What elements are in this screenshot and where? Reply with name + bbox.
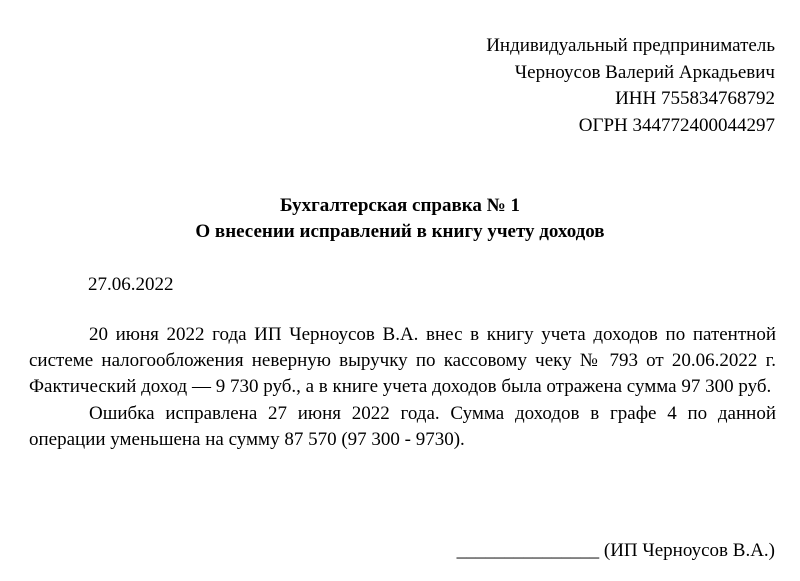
document-date: 27.06.2022 xyxy=(88,274,174,295)
document-body xyxy=(29,322,776,453)
issuer-inn: ИНН 755834768792 xyxy=(615,88,775,109)
signature-line: _______________ (ИП Черноусов В.А.) xyxy=(456,540,775,561)
paragraph-2: Ошибка исправлена 27 июня 2022 года. Сумма доходов в графе 4 по данной операции уменьшена на сумму 87 570 (97 300 - 9730). xyxy=(29,402,776,450)
issuer-block xyxy=(486,33,775,139)
title-line-2: О внесении исправлений в книгу учету доходов xyxy=(195,221,605,242)
issuer-name: Черноусов Валерий Аркадьевич xyxy=(514,61,775,83)
title-line-1: Бухгалтерская справка № 1 xyxy=(280,195,520,216)
document-title xyxy=(0,193,800,245)
issuer-ogrn: ОГРН 344772400044297 xyxy=(578,114,775,136)
paragraph-1: 20 июня 2022 года ИП Черноусов В.А. внес в книгу учета доходов по патентной системе налогообложения неверную выручку по кассовому чеку № 793 от 20.06.2022 г. Фактический доход — 9 730 руб., а в книге учета доходов была отражена сумма 97 300 руб. xyxy=(29,324,776,398)
issuer-type: Индивидуальный предприниматель xyxy=(486,35,775,56)
